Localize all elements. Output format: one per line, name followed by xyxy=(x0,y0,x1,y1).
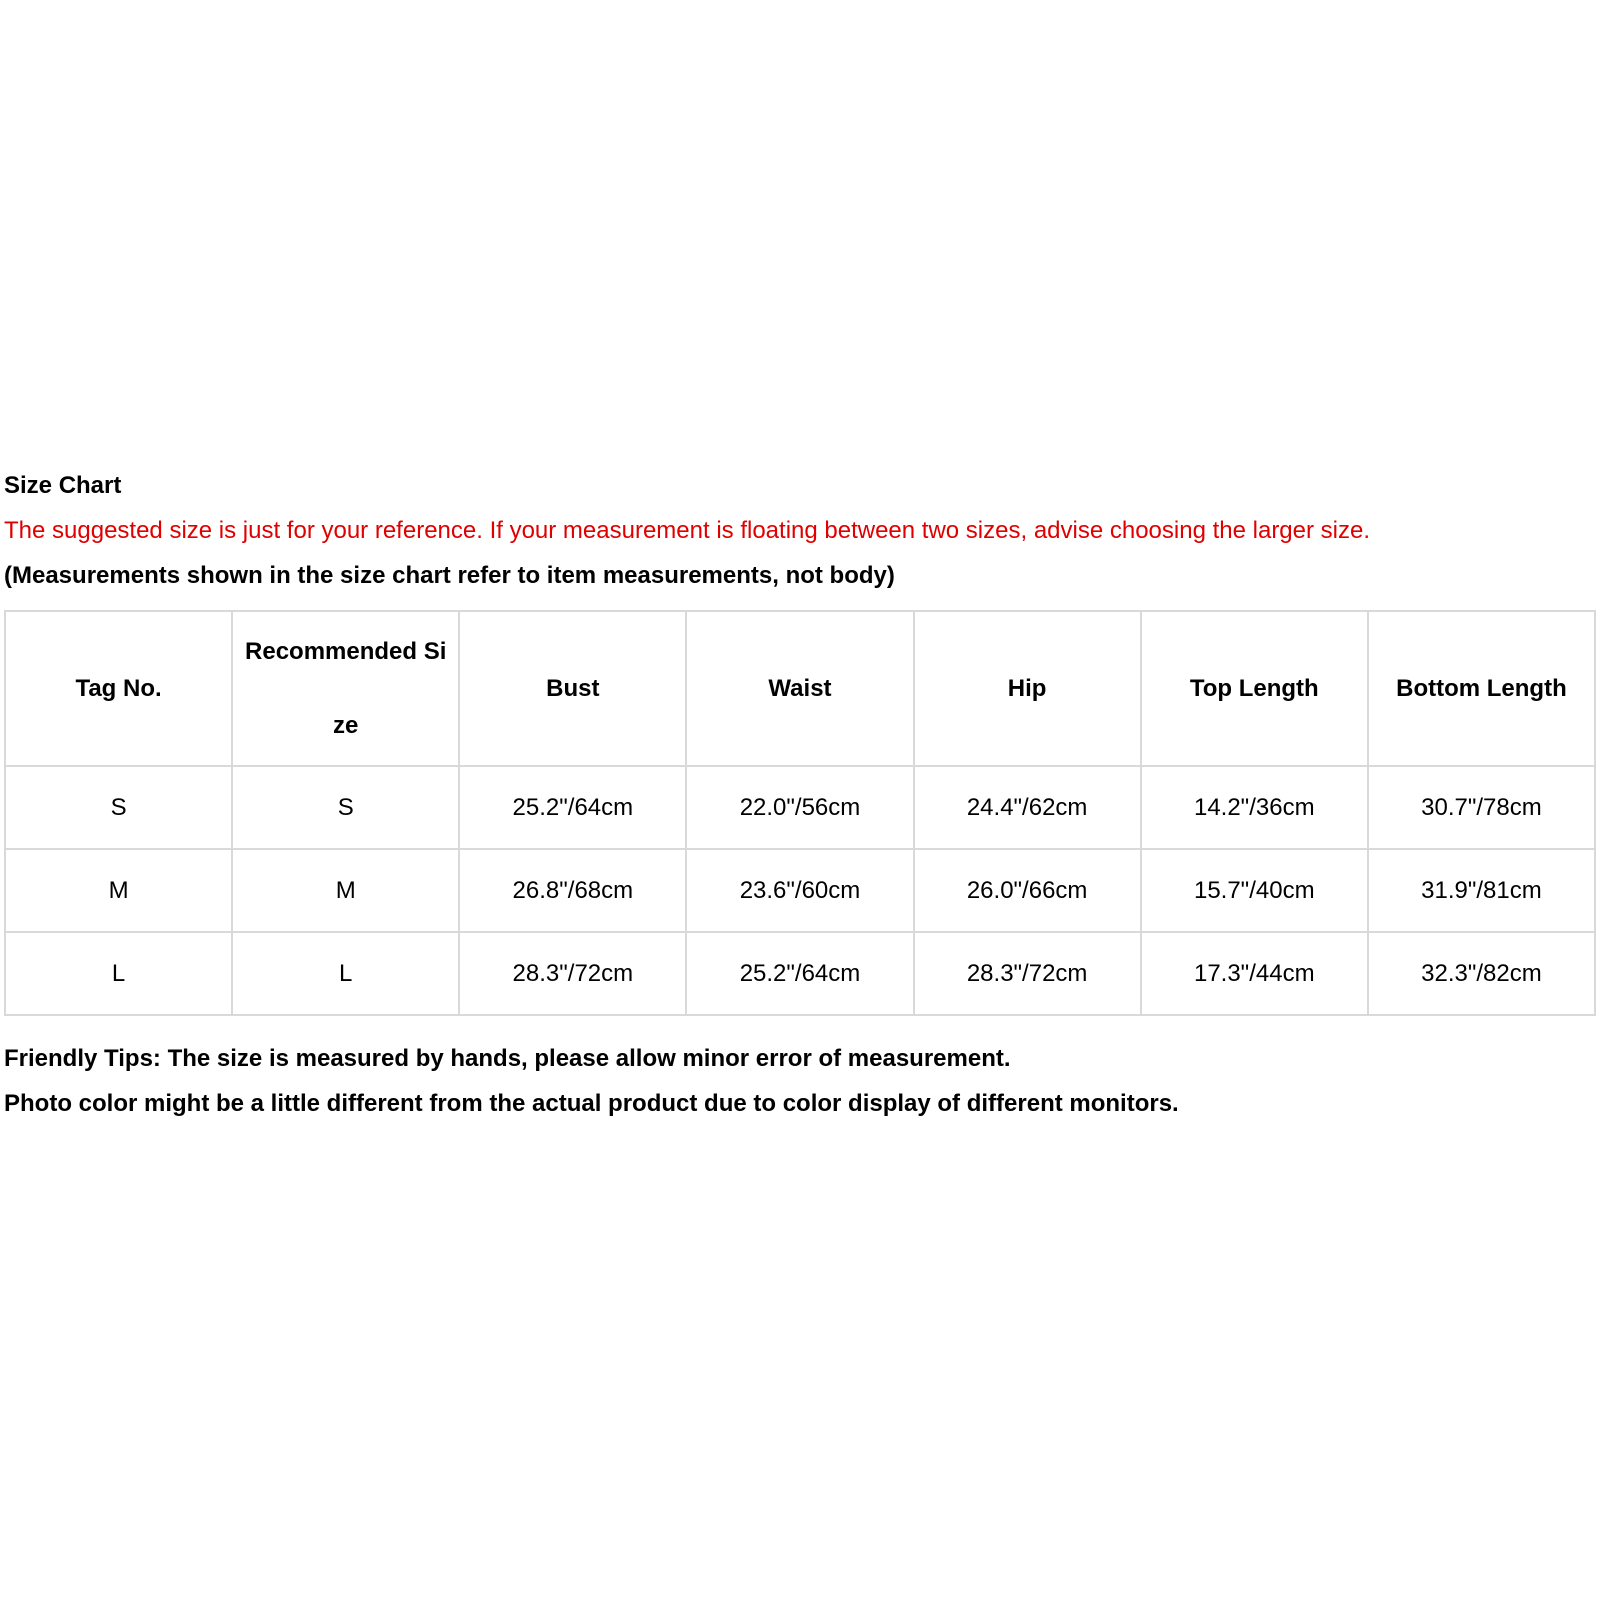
measurement-note: (Measurements shown in the size chart refer to item measurements, not body) xyxy=(4,562,895,589)
cell-waist: 25.2"/64cm xyxy=(686,932,913,1015)
table-row xyxy=(5,766,1595,849)
cell-top-length: 15.7"/40cm xyxy=(1141,849,1368,932)
header-hip: Hip xyxy=(914,611,1141,766)
cell-bottom-length: 30.7"/78cm xyxy=(1368,766,1595,849)
cell-tag-no: L xyxy=(5,932,232,1015)
cell-bust: 26.8"/68cm xyxy=(459,849,686,932)
cell-tag-no: S xyxy=(5,766,232,849)
friendly-tips xyxy=(4,1036,1596,1126)
cell-hip: 26.0"/66cm xyxy=(914,849,1141,932)
header-waist: Waist xyxy=(686,611,913,766)
cell-bust: 28.3"/72cm xyxy=(459,932,686,1015)
cell-waist: 22.0"/56cm xyxy=(686,766,913,849)
header-bottom-length: Bottom Length xyxy=(1368,611,1595,766)
cell-top-length: 14.2"/36cm xyxy=(1141,766,1368,849)
header-tag-no: Tag No. xyxy=(5,611,232,766)
cell-recommended-size: S xyxy=(232,766,459,849)
table-row xyxy=(5,932,1595,1015)
cell-bottom-length: 31.9"/81cm xyxy=(1368,849,1595,932)
size-chart-section xyxy=(4,463,1596,1126)
size-chart-title: Size Chart xyxy=(4,472,122,499)
tip-photo-color: Photo color might be a little different from the actual product due to color display of different monitors. xyxy=(4,1090,1179,1117)
header-recommended-size xyxy=(232,611,459,766)
header-bust: Bust xyxy=(459,611,686,766)
cell-recommended-size: M xyxy=(232,849,459,932)
header-recommended-size-text: Recommended Size xyxy=(245,637,447,739)
size-reference-note: The suggested size is just for your reference. If your measurement is floating between two sizes, advise choosing the larger size. xyxy=(4,517,1371,544)
tip-measurement-error: Friendly Tips: The size is measured by hands, please allow minor error of measurement. xyxy=(4,1045,1011,1072)
cell-bust: 25.2"/64cm xyxy=(459,766,686,849)
size-table xyxy=(4,610,1596,1016)
cell-bottom-length: 32.3"/82cm xyxy=(1368,932,1595,1015)
table-header-row xyxy=(5,611,1595,766)
cell-hip: 28.3"/72cm xyxy=(914,932,1141,1015)
cell-recommended-size: L xyxy=(232,932,459,1015)
header-top-length: Top Length xyxy=(1141,611,1368,766)
cell-hip: 24.4"/62cm xyxy=(914,766,1141,849)
table-row xyxy=(5,849,1595,932)
cell-top-length: 17.3"/44cm xyxy=(1141,932,1368,1015)
cell-waist: 23.6"/60cm xyxy=(686,849,913,932)
cell-tag-no: M xyxy=(5,849,232,932)
